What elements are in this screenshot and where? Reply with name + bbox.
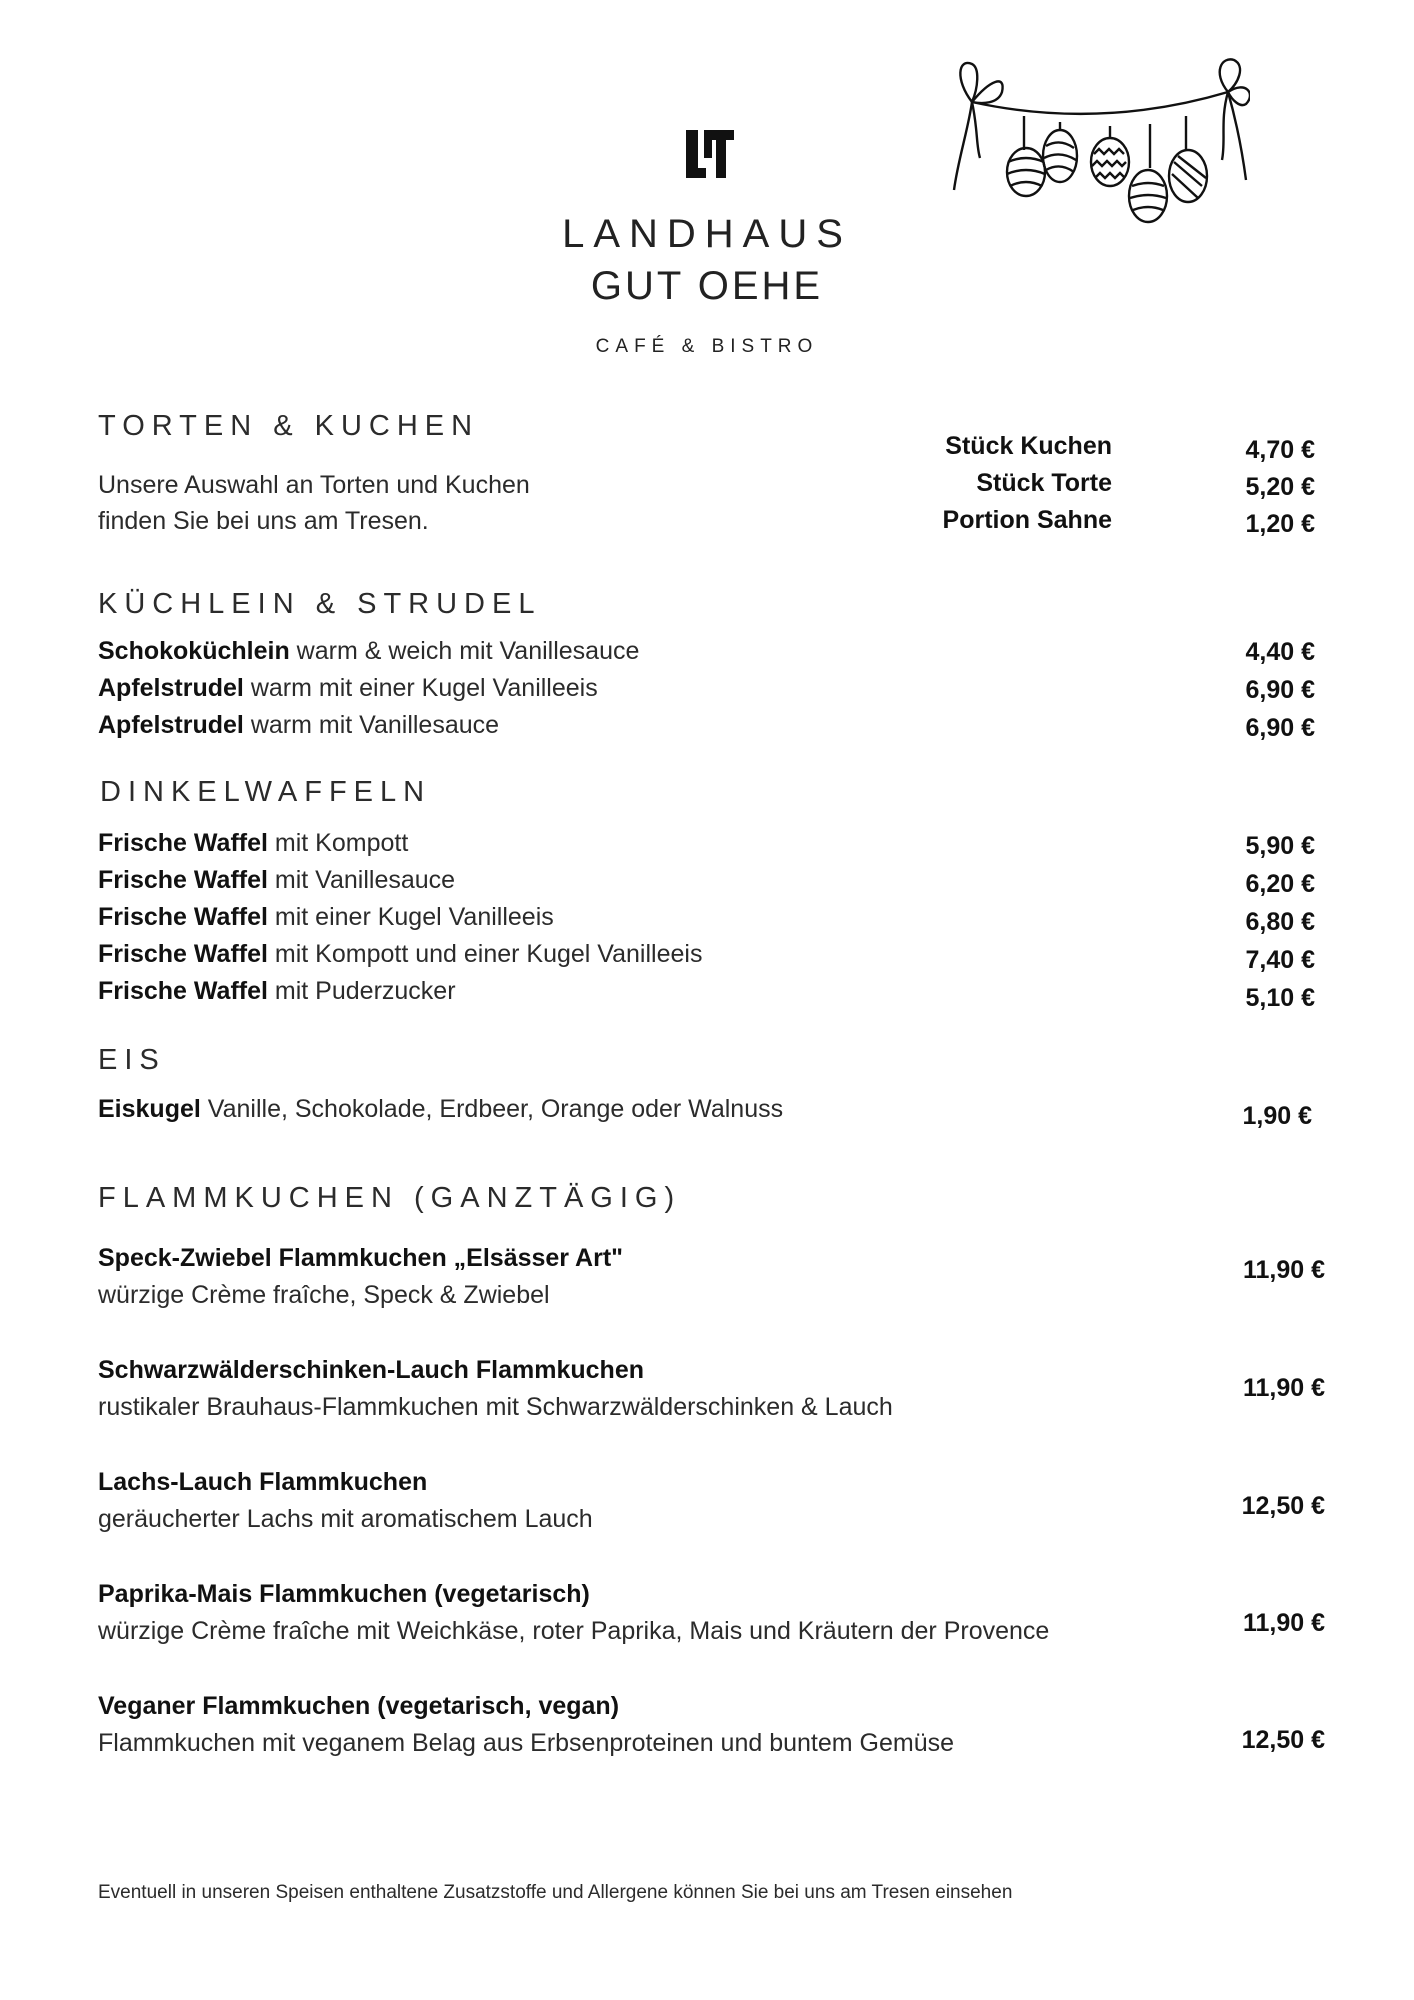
torten-item-name: Portion Sahne	[942, 506, 1112, 534]
brand-subtitle: CAFÉ & BISTRO	[595, 336, 819, 357]
menu-item-waffel	[98, 865, 455, 895]
item-name: Apfelstrudel	[98, 711, 244, 739]
brand-logo	[682, 128, 738, 180]
torten-item-price: 5,20 €	[1245, 473, 1315, 501]
item-desc: warm & weich mit Vanillesauce	[296, 637, 640, 665]
item-desc: warm mit einer Kugel Vanilleeis	[250, 674, 598, 702]
item-price: 5,90 €	[1245, 832, 1315, 860]
item-name: Frische Waffel	[98, 829, 268, 857]
item-desc: mit Kompott und einer Kugel Vanilleeis	[274, 940, 703, 968]
item-desc: mit Puderzucker	[274, 977, 456, 1005]
menu-item-kuechlein	[98, 710, 499, 740]
item-price: 7,40 €	[1245, 946, 1315, 974]
item-name: Frische Waffel	[98, 940, 268, 968]
item-price: 6,20 €	[1245, 870, 1315, 898]
section-title-kuechlein: KÜCHLEIN & STRUDEL	[98, 588, 542, 620]
menu-item-kuechlein	[98, 673, 598, 703]
flammkuchen-name: Schwarzwälderschinken-Lauch Flammkuchen	[98, 1356, 644, 1384]
flammkuchen-price: 11,90 €	[1242, 1374, 1325, 1402]
item-name: Frische Waffel	[98, 903, 268, 931]
item-name: Eiskugel	[98, 1095, 201, 1123]
menu-item-waffel	[98, 939, 702, 969]
flammkuchen-price: 11,90 €	[1242, 1256, 1325, 1284]
flammkuchen-desc: würzige Crème fraîche mit Weichkäse, roter Paprika, Mais und Kräutern der Provence	[98, 1617, 1050, 1645]
item-name: Frische Waffel	[98, 866, 268, 894]
easter-garland-icon	[950, 50, 1250, 235]
item-price: 4,40 €	[1245, 638, 1315, 666]
section-title-eis: EIS	[98, 1044, 166, 1076]
item-desc: warm mit Vanillesauce	[250, 711, 500, 739]
flammkuchen-desc: würzige Crème fraîche, Speck & Zwiebel	[98, 1281, 550, 1309]
flammkuchen-price: 12,50 €	[1241, 1726, 1325, 1754]
menu-item-eis	[98, 1094, 783, 1124]
item-name: Schokoküchlein	[98, 637, 290, 665]
menu-item-waffel	[98, 976, 456, 1006]
flammkuchen-price: 12,50 €	[1241, 1492, 1325, 1520]
item-price: 1,90 €	[1242, 1102, 1312, 1130]
section-title-torten: TORTEN & KUCHEN	[98, 410, 480, 442]
torten-item-name: Stück Kuchen	[945, 432, 1112, 460]
section-title-waffeln: DINKELWAFFELN	[100, 776, 432, 808]
item-price: 6,90 €	[1245, 676, 1315, 704]
flammkuchen-name: Lachs-Lauch Flammkuchen	[98, 1468, 428, 1496]
item-name: Apfelstrudel	[98, 674, 244, 702]
item-desc: mit Vanillesauce	[274, 866, 456, 894]
item-name: Frische Waffel	[98, 977, 268, 1005]
item-price: 5,10 €	[1245, 984, 1315, 1012]
brand-name-line2: GUT OEHE	[590, 264, 824, 308]
menu-item-waffel	[98, 828, 408, 858]
flammkuchen-desc: geräucherter Lachs mit aromatischem Lauch	[98, 1505, 593, 1533]
item-desc: mit einer Kugel Vanilleeis	[274, 903, 554, 931]
menu-item-waffel	[98, 902, 554, 932]
flammkuchen-name: Paprika-Mais Flammkuchen (vegetarisch)	[98, 1580, 590, 1608]
brand-name-line1: LANDHAUS	[562, 212, 852, 256]
item-desc: mit Kompott	[274, 829, 409, 857]
allergen-note: Eventuell in unseren Speisen enthaltene Zusatzstoffe und Allergene können Sie bei uns am Tresen einsehen	[98, 1882, 1013, 1903]
flammkuchen-name: Speck-Zwiebel Flammkuchen „Elsässer Art"	[98, 1244, 624, 1272]
flammkuchen-desc: Flammkuchen mit veganem Belag aus Erbsenproteinen und buntem Gemüse	[98, 1729, 955, 1757]
item-price: 6,80 €	[1245, 908, 1315, 936]
torten-intro-line1: Unsere Auswahl an Torten und Kuchen	[98, 471, 530, 499]
menu-item-kuechlein	[98, 636, 639, 666]
item-desc: Vanille, Schokolade, Erdbeer, Orange oder Walnuss	[207, 1095, 784, 1123]
torten-intro-line2: finden Sie bei uns am Tresen.	[98, 507, 429, 535]
flammkuchen-name: Veganer Flammkuchen (vegetarisch, vegan)	[98, 1692, 620, 1720]
section-title-flammkuchen: FLAMMKUCHEN (GANZTÄGIG)	[98, 1182, 682, 1214]
flammkuchen-price: 11,90 €	[1242, 1609, 1325, 1637]
flammkuchen-desc: rustikaler Brauhaus-Flammkuchen mit Schwarzwälderschinken & Lauch	[98, 1393, 893, 1421]
torten-item-price: 1,20 €	[1245, 510, 1315, 538]
item-price: 6,90 €	[1245, 714, 1315, 742]
torten-item-price: 4,70 €	[1245, 436, 1315, 464]
torten-item-name: Stück Torte	[976, 469, 1112, 497]
